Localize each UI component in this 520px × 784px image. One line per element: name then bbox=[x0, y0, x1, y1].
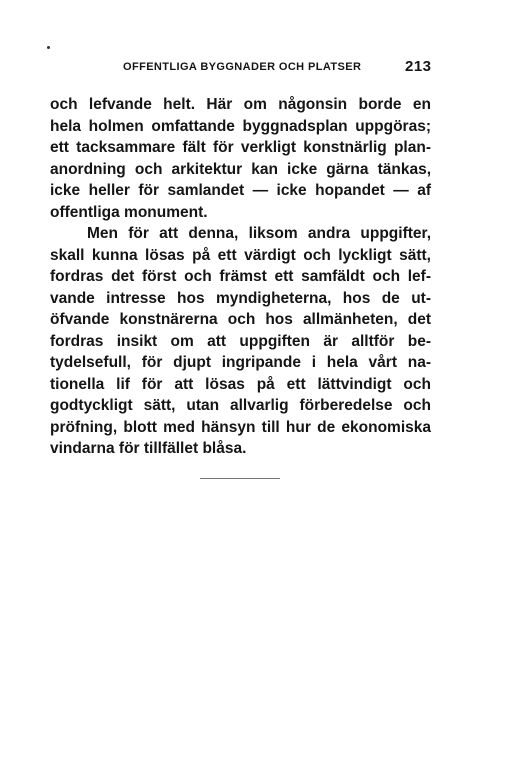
text-line: skall kunna lösas på ett värdigt och lyckligt sätt, bbox=[50, 246, 431, 264]
text-line: öfvande konstnärerna och hos allmänheten, det bbox=[50, 311, 431, 328]
text-line: vindarna för tillfället blåsa. bbox=[50, 440, 247, 457]
text-line: ett tacksammare fält för verkligt konstnärlig plan- bbox=[50, 139, 431, 156]
text-line: tionella lif för att lösas på ett lättvindigt och bbox=[50, 375, 431, 393]
text-line: pröfning, blott med hänsyn till hur de ekonomiska bbox=[50, 418, 431, 436]
end-rule bbox=[200, 478, 280, 479]
text-line: Men för att denna, liksom andra uppgifter, bbox=[87, 225, 431, 242]
text-line: anordning och arkitektur kan icke gärna tänkas, bbox=[50, 160, 431, 178]
text-line: och lefvande helt. Här om någonsin borde en bbox=[50, 96, 431, 113]
page-number: 213 bbox=[405, 58, 432, 75]
text-line: fordras det först och främst ett samfäldt och lef- bbox=[50, 268, 431, 285]
body-text bbox=[50, 94, 431, 460]
text-line: tydelsefull, för djupt ingripande i hela vårt na- bbox=[50, 354, 431, 371]
text-line: fordras insikt om att uppgiften är alltför be- bbox=[50, 332, 431, 350]
text-line: icke heller för samlandet — icke hopandet — af bbox=[50, 182, 431, 199]
text-line: offentliga monument. bbox=[50, 203, 208, 221]
running-head: OFFENTLIGA BYGGNADER OCH PLATSER bbox=[123, 61, 362, 73]
text-line: vande intresse hos myndigheterna, hos de ut- bbox=[50, 289, 431, 307]
text-line: hela holmen omfattande byggnadsplan uppgöras; bbox=[50, 117, 431, 135]
text-line: godtyckligt sätt, utan allvarlig förberedelse och bbox=[50, 397, 431, 414]
print-speck bbox=[47, 46, 50, 49]
